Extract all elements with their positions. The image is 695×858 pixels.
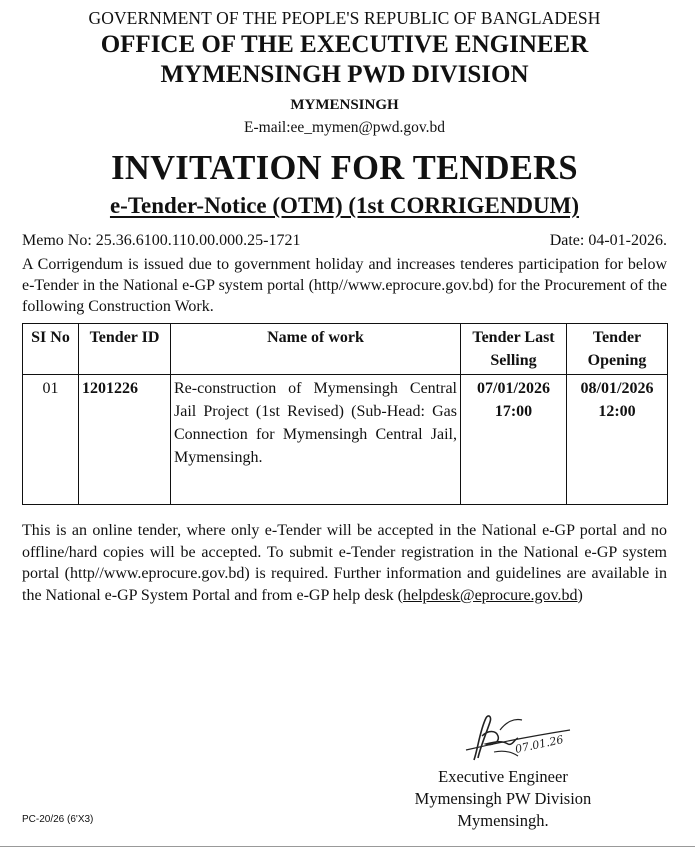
table-header-row	[23, 324, 668, 375]
table-row	[23, 375, 668, 505]
publication-code: PC-20/26 (6'X3)	[22, 814, 94, 825]
memo-date: Date: 04-01-2026.	[549, 232, 667, 249]
last-selling-time: 17:00	[494, 403, 533, 420]
header-opening-line1: Tender	[592, 329, 642, 346]
header-sl-no: SI No	[23, 324, 79, 375]
signature-graphic	[382, 700, 622, 773]
signatory-place: Mymensingh.	[457, 811, 549, 830]
signature-scribble	[382, 700, 622, 768]
bottom-divider	[0, 846, 695, 847]
header-last-selling-line1: Tender Last	[472, 329, 555, 346]
notice-paragraph	[22, 520, 667, 606]
last-selling-date: 07/01/2026	[477, 380, 550, 397]
subtitle-text: e-Tender-Notice (OTM) (1st CORRIGENDUM)	[109, 193, 580, 218]
division-heading: MYMENSINGH PWD DIVISION	[160, 61, 529, 88]
helpdesk-email-link[interactable]: helpdesk@eprocure.gov.bd	[402, 586, 578, 604]
notice-text: This is an online tender, where only e-Tender will be accepted in the National e-GP portal and no offline/hard copies will be accepted. To submit e-Tender registration in the National e-GP system portal (http//www.eprocure.gov.bd) is required. Further information and guidelines are available in the National e-GP System Portal and from e-GP help desk (	[22, 522, 667, 604]
signature-date: 07.01.26	[513, 733, 565, 756]
page-title: INVITATION FOR TENDERS	[111, 149, 578, 187]
government-heading: GOVERNMENT OF THE PEOPLE'S REPUBLIC OF BANGLADESH	[88, 8, 601, 28]
cell-last-selling	[461, 375, 567, 505]
notice-close: )	[577, 586, 583, 604]
intro-paragraph: A Corrigendum is issued due to government holiday and increases tenderes participation for below e-Tender in the National e-GP system portal (http//www.eprocure.gov.bd) for the Procurement of the following Construction Work.	[22, 256, 667, 315]
memo-row	[22, 231, 667, 251]
opening-date: 08/01/2026	[580, 380, 654, 397]
cell-name-of-work: Re-construction of Mymensingh Central Jail Project (1st Revised) (Sub-Head: Gas Connection for Mymensingh Central Jail, Mymensingh.	[171, 375, 461, 505]
signatory-division: Mymensingh PW Division	[414, 789, 592, 808]
cell-tender-id: 1201226	[79, 375, 171, 505]
tender-notice	[22, 8, 667, 606]
page-subtitle	[22, 192, 667, 220]
tender-table	[22, 323, 668, 505]
office-heading: OFFICE OF THE EXECUTIVE ENGINEER	[100, 31, 589, 58]
header-last-selling	[461, 324, 567, 375]
header-name-of-work: Name of work	[171, 324, 461, 375]
header-tender-id: Tender ID	[79, 324, 171, 375]
header-last-selling-line2: Selling	[490, 352, 537, 369]
city-heading: MYMENSINGH	[290, 97, 399, 113]
header-opening	[567, 324, 668, 375]
signatory-designation: Executive Engineer	[438, 767, 568, 786]
signature-block	[378, 766, 628, 832]
header-opening-line2: Opening	[587, 352, 647, 369]
cell-sl-no: 01	[23, 375, 79, 505]
memo-number: Memo No: 25.36.6100.110.00.000.25-1721	[22, 232, 301, 249]
cell-opening	[567, 375, 668, 505]
email-line: E-mail:ee_mymen@pwd.gov.bd	[244, 119, 445, 136]
opening-time: 12:00	[598, 403, 636, 420]
